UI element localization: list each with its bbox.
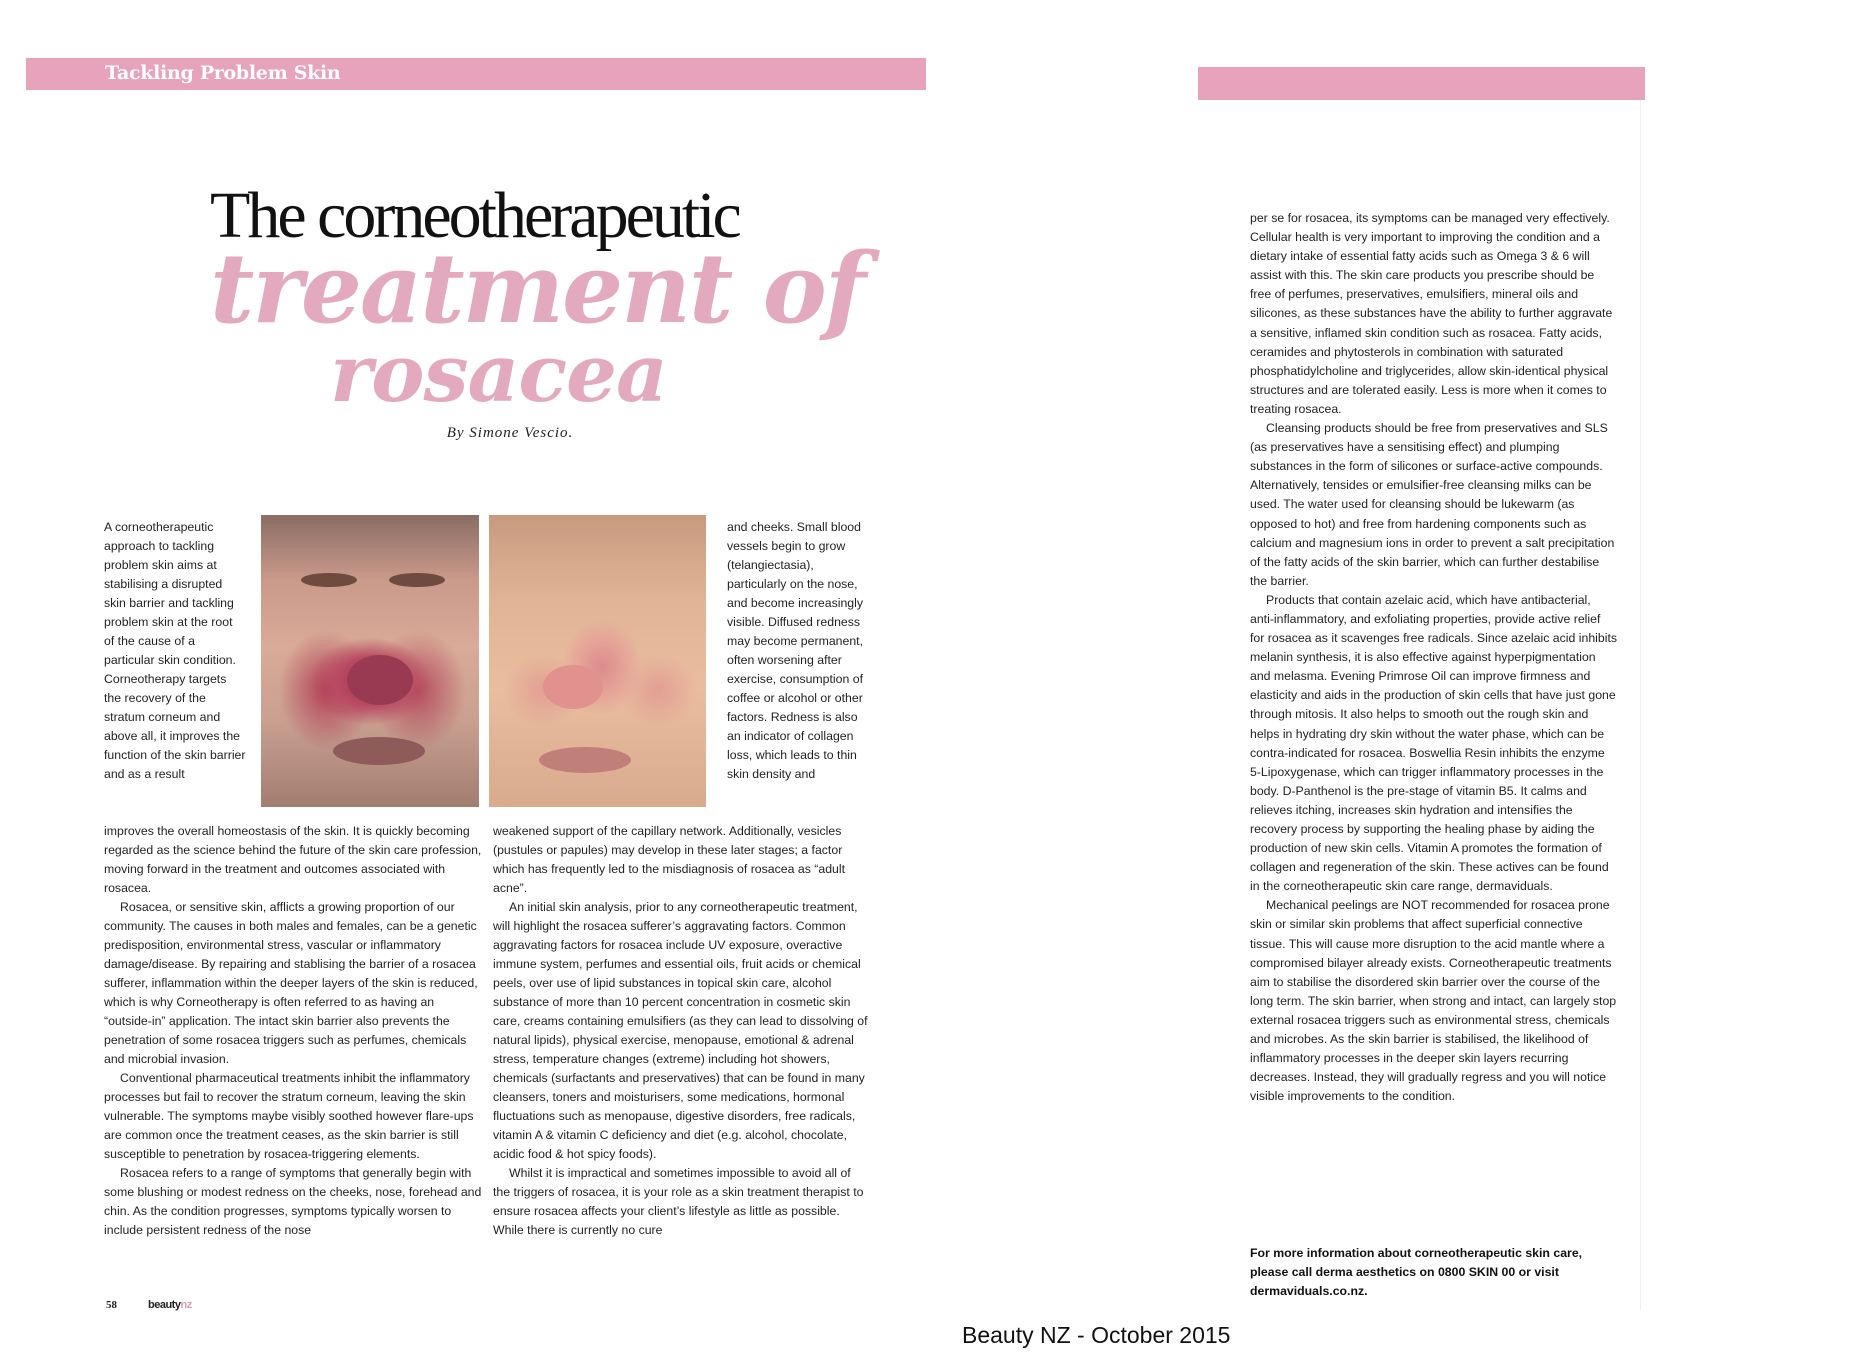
middle-column — [493, 822, 869, 1240]
nose-shape — [347, 655, 413, 705]
magazine-logo-suffix: nz — [180, 1299, 192, 1311]
after-treatment-photo — [489, 515, 706, 807]
publication-caption: Beauty NZ - October 2015 — [962, 1322, 1231, 1348]
eyebrow-shape — [389, 573, 445, 587]
body-paragraph: Whilst it is impractical and sometimes impossible to avoid all of the triggers of rosacea, it is your role as a skin treatment therapist to ensure rosacea affects your client’s lifestyle as little as possible. While there is currently no cure — [493, 1166, 864, 1237]
page-edge-divider — [1640, 100, 1641, 1310]
body-paragraph: An initial skin analysis, prior to any corneotherapeutic treatment, will highlight the rosacea sufferer’s aggravating factors. Common aggravating factors for rosacea include UV exposure, overactive immune system, perfumes and essential oils, fruit acids or chemical peels, over use of lipid substances in topical skin care, alcohol substance of more than 10 percent concentration in cosmetic skin care, creams containing emulsifiers (as they can lead to dissolving of natural lipids), physical exercise, menopause, emotional & adrenal stress, temperature changes (extreme) including hot showers, chemicals (surfactants and preservatives) that can be found in many cleansers, toners and moisturisers, some medications, hormonal fluctuations such as menopause, digestive disorders, free radicals, vitamin A & vitamin C deficiency and diet (e.g. alcohol, chocolate, acidic food & hot spicy foods). — [493, 900, 868, 1161]
intro-column — [104, 518, 246, 784]
page-number: 58 — [106, 1299, 117, 1311]
right-page-header-bar — [1198, 67, 1645, 100]
middle-continuation: weakened support of the capillary network. Additionally, vesicles (pustules or papules) may develop in these later stages; a factor which has frequently led to the misdiagnosis of rosacea as “adult acne”. — [493, 824, 846, 895]
byline: By Simone Vescio. — [446, 425, 574, 441]
right-page-column — [1250, 209, 1618, 1106]
intro-paragraph: A corneotherapeutic approach to tackling problem skin aims at stabilising a disrupted skin barrier and tackling problem skin at the root of the cause of a particular skin condition. Corneotherapy targets the recovery of the stratum corneum and above all, it improves the function of the skin barrier and as a result — [104, 520, 246, 781]
lips-shape — [333, 737, 425, 765]
magazine-logo — [148, 1299, 192, 1311]
section-header-title: Tackling Problem Skin — [105, 62, 341, 84]
body-paragraph: Rosacea, or sensitive skin, afflicts a growing proportion of our community. The causes in both males and females, can be a genetic predisposition, environmental stress, vascular or inflammatory damage/disease. By repairing and stablising the barrier of a rosacea sufferer, inflammation within the deeper layers of the skin is reduced, which is why Corneotherapy is often referred to as having an “outside-in” application. The intact skin barrier also prevents the penetration of some rosacea triggers such as perfumes, chemicals and microbial invasion. — [104, 900, 478, 1066]
intro-continuation: improves the overall homeostasis of the skin. It is quickly becoming regarded as the science behind the future of the skin care profession, moving forward in the treatment and outcomes associated with rosacea. — [104, 824, 482, 895]
body-paragraph: Mechanical peelings are NOT recommended for rosacea prone skin or similar skin problems that affect superficial connective tissue. This will cause more disruption to the acid mantle where a compromised bilayer already exists. Corneotherapeutic treatments aim to stabilise the disordered skin barrier over the course of the long term. The skin barrier, when strong and intact, can largely stop external rosacea triggers such as environmental stress, chemicals and microbes. As the skin barrier is stabilised, the likelihood of inflammatory processes in the deeper skin layers recurring decreases. Instead, they will gradually regress and you will notice visible improvements to the condition. — [1250, 898, 1617, 1104]
opening-continuation: per se for rosacea, its symptoms can be managed very effectively. Cellular health is very important to improving the condition and a dietary intake of essential fatty acids such as Omega 3 & 6 will assist with this. The skin care products you prescribe should be free of perfumes, preservatives, emulsifiers, mineral oils and silicones, as these substances have the ability to further aggravate a sensitive, inflamed skin condition such as rosacea. Fatty acids, ceramides and phytosterols in combination with saturated phosphatidylcholine and triglycerides, allow skin-identical physical structures and are tolerated easily. Less is more when it comes to treating rosacea. — [1250, 211, 1613, 416]
article-title-line-3: rosacea — [330, 326, 667, 420]
article-title-line-1: The corneotherapeutic — [210, 179, 739, 252]
body-paragraph: Products that contain azelaic acid, which have antibacterial, anti-inflammatory, and exfoliating properties, provide active relief for rosacea as it scavenges free radicals. Since azelaic acid inhibits melanin synthesis, it is also effective against hyperpigmentation and melasma. Evening Primrose Oil can improve firmness and elasticity and aids in the production of skin cells that have just gone through mitosis. It also helps to smooth out the rough skin and helps in hydrating dry skin without the water phase, which can be contra-indicated for rosacea. Boswellia Resin inhibits the enzyme 5-Lipoxygenase, which can trigger inflammatory processes in the body. D-Panthenol is the pre-stage of vitamin B5. It calms and relieves itching, increases skin hydration and intensifies the recovery process by supporting the healing phase by aiding the production of new skin cells. Vitamin A promotes the formation of collagen and regeneration of the skin. These actives can be found in the corneotherapeutic skin care range, dermaviduals. — [1250, 592, 1618, 894]
eyebrow-shape — [301, 573, 357, 587]
nose-shape — [543, 665, 603, 709]
lips-shape — [539, 747, 631, 773]
before-treatment-photo — [261, 515, 479, 807]
body-paragraph: Rosacea refers to a range of symptoms that generally begin with some blushing or modest redness on the cheeks, nose, forehead and chin. As the condition progresses, symptoms typically worsen to include persistent redness of the nose — [104, 1166, 482, 1237]
left-column — [104, 822, 484, 1240]
contact-note: For more information about corneotherapeutic skin care, please call derma aesthetics on 0800 SKIN 00 or visit dermaviduals.co.nz. — [1250, 1246, 1583, 1298]
magazine-logo-main: beauty — [148, 1299, 181, 1311]
photo-side-column — [727, 518, 867, 784]
body-paragraph: Cleansing products should be free from preservatives and SLS (as preservatives have a sensitising effect) and plumping substances in the form of silicones or surface-active compounds. Alternatively, tensides or emulsifier-free cleansing milks can be used. The water used for cleansing should be lukewarm (as opposed to hot) and free from hardening components such as calcium and magnesium ions in order to prevent a salt precipitation of the fatty acids of the skin barrier, which can further destabilise the barrier. — [1250, 421, 1615, 588]
body-paragraph: Conventional pharmaceutical treatments inhibit the inflammatory processes but fail to recover the stratum corneum, leaving the skin vulnerable. The symptoms maybe visibly soothed however flare-ups are common once the treatment ceases, as the skin barrier is still susceptible to penetration by rosacea-triggering elements. — [104, 1071, 474, 1161]
photo-side-paragraph: and cheeks. Small blood vessels begin to grow (telangiectasia), particularly on the nose, and become increasingly visible. Diffused redness may become permanent, often worsening after exercise, consumption of coffee or alcohol or other factors. Redness is also an indicator of collagen loss, which leads to thin skin density and — [727, 520, 864, 781]
article-title-line-2: treatment of — [210, 232, 865, 345]
section-header-bar — [26, 58, 926, 90]
